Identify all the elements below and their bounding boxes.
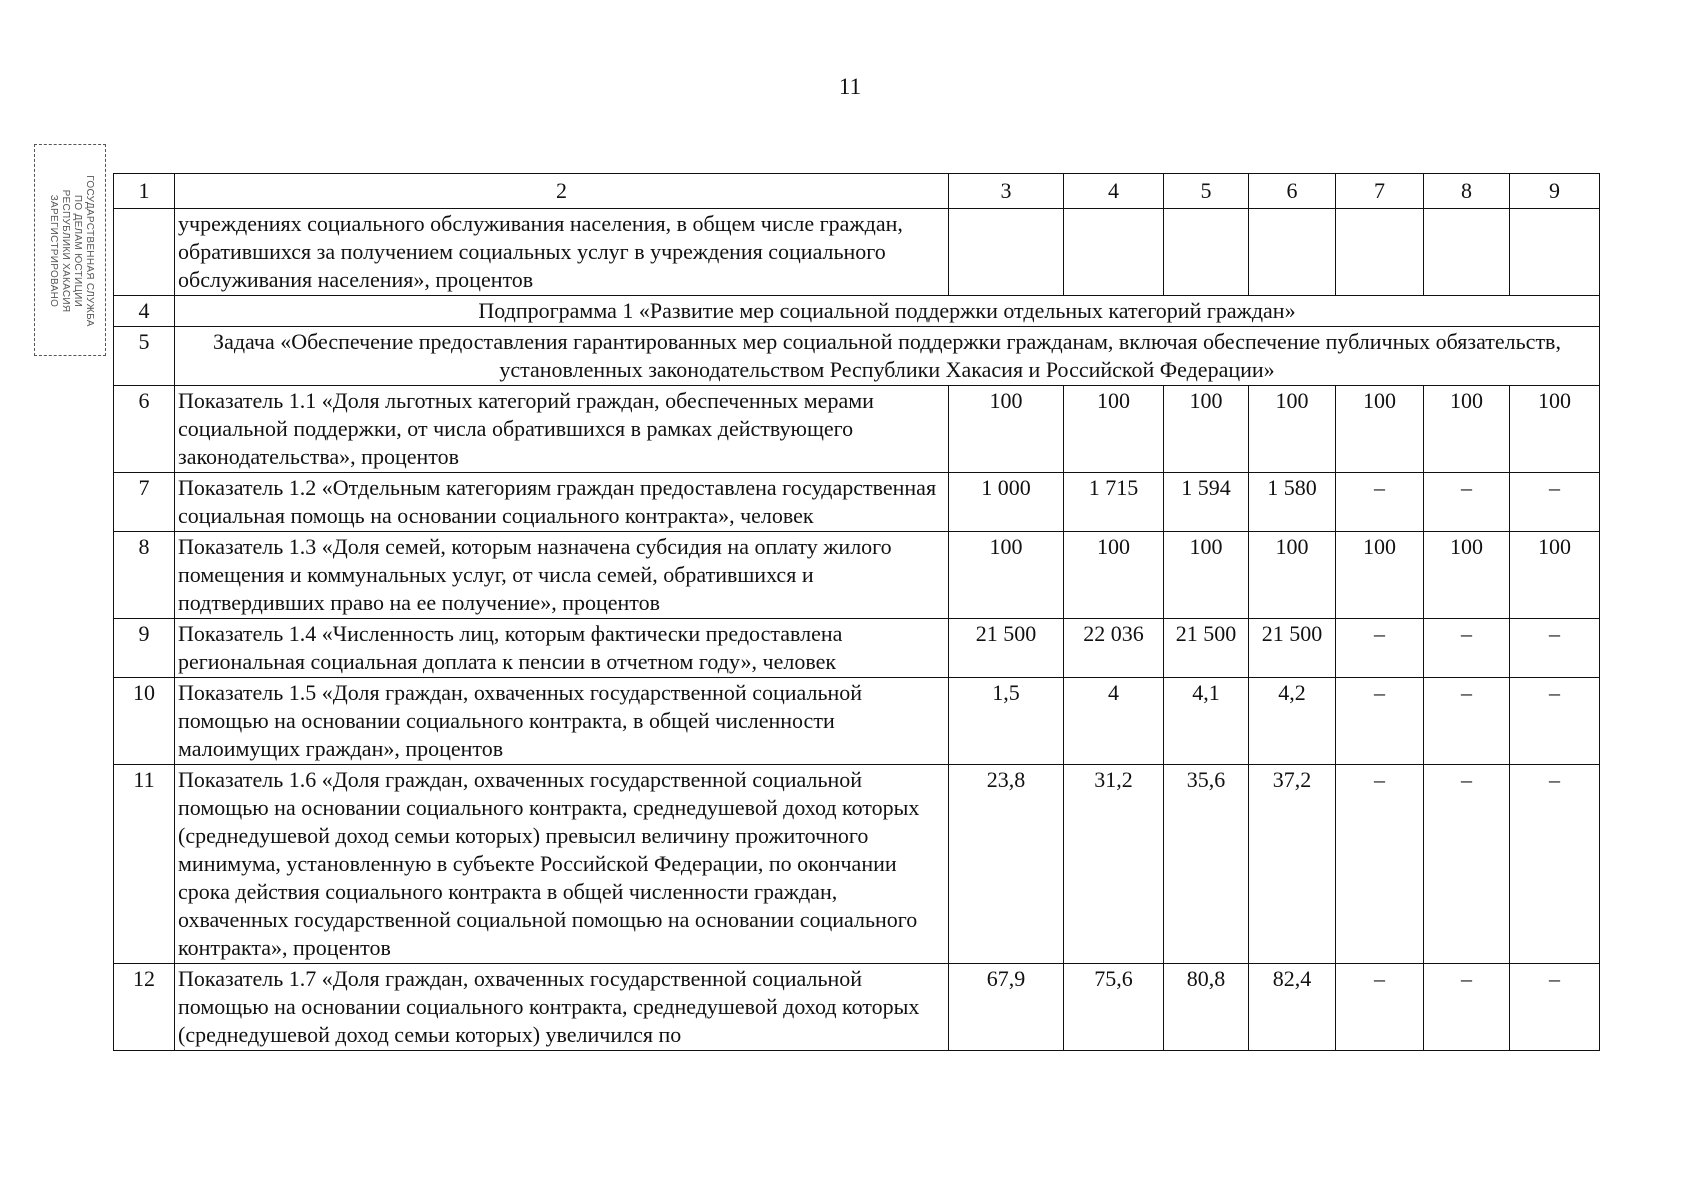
- indicator-description: Показатель 1.7 «Доля граждан, охваченных государственной социальной помощью на основании социального контракта, среднедушевой доход которых (среднедушевой доход семьи которых) увеличился по: [175, 964, 949, 1051]
- indicator-value: [1164, 209, 1249, 296]
- indicator-value: –: [1424, 964, 1510, 1051]
- indicator-value: –: [1424, 619, 1510, 678]
- indicator-value: 100: [1424, 386, 1510, 473]
- table-row: [114, 765, 1600, 964]
- table-row: [114, 296, 1600, 327]
- row-number: 12: [114, 964, 175, 1051]
- indicator-value: 4,2: [1249, 678, 1336, 765]
- table-row: [114, 386, 1600, 473]
- indicator-description: Показатель 1.2 «Отдельным категориям граждан предоставлена государственная социальная помощь на основании социального контракта», человек: [175, 473, 949, 532]
- indicator-value: 67,9: [949, 964, 1064, 1051]
- indicator-value: 82,4: [1249, 964, 1336, 1051]
- table-row: [114, 619, 1600, 678]
- indicator-value: 100: [1510, 386, 1600, 473]
- indicator-value: 75,6: [1064, 964, 1164, 1051]
- row-number: 4: [114, 296, 175, 327]
- indicator-value: 100: [1510, 532, 1600, 619]
- row-number: 11: [114, 765, 175, 964]
- indicator-value: 100: [1249, 386, 1336, 473]
- page-number: 11: [838, 74, 862, 99]
- indicator-value: –: [1510, 473, 1600, 532]
- indicator-value: –: [1510, 619, 1600, 678]
- indicator-value: 21 500: [949, 619, 1064, 678]
- indicator-value: –: [1336, 678, 1424, 765]
- indicator-value: –: [1510, 678, 1600, 765]
- indicator-value: –: [1510, 765, 1600, 964]
- indicator-value: 23,8: [949, 765, 1064, 964]
- indicator-value: [1424, 209, 1510, 296]
- indicator-value: 100: [949, 532, 1064, 619]
- table-row: [114, 964, 1600, 1051]
- indicator-description: учреждениях социального обслуживания населения, в общем числе граждан, обратившихся за получением социальных услуг в учреждения социального обслуживания населения», процентов: [175, 209, 949, 296]
- indicator-value: [1510, 209, 1600, 296]
- indicator-value: 100: [949, 386, 1064, 473]
- indicator-value: 100: [1064, 532, 1164, 619]
- indicators-table: [113, 173, 1600, 1051]
- indicator-value: 100: [1336, 386, 1424, 473]
- indicator-value: 22 036: [1064, 619, 1164, 678]
- column-header: 2: [175, 174, 949, 209]
- indicator-value: 31,2: [1064, 765, 1164, 964]
- indicator-value: –: [1510, 964, 1600, 1051]
- table-row: [114, 473, 1600, 532]
- indicator-value: 1 594: [1164, 473, 1249, 532]
- table-row: [114, 678, 1600, 765]
- indicator-value: 21 500: [1249, 619, 1336, 678]
- indicator-value: 1 580: [1249, 473, 1336, 532]
- table-row: [114, 532, 1600, 619]
- indicator-value: 1 000: [949, 473, 1064, 532]
- row-number: 10: [114, 678, 175, 765]
- row-number: 9: [114, 619, 175, 678]
- column-header: 9: [1510, 174, 1600, 209]
- column-header: 7: [1336, 174, 1424, 209]
- column-header: 1: [114, 174, 175, 209]
- table-row: [114, 209, 1600, 296]
- row-number: 7: [114, 473, 175, 532]
- indicator-value: 35,6: [1164, 765, 1249, 964]
- indicator-value: 100: [1424, 532, 1510, 619]
- column-header: 4: [1064, 174, 1164, 209]
- indicator-value: 1,5: [949, 678, 1064, 765]
- section-heading: Подпрограмма 1 «Развитие мер социальной поддержки отдельных категорий граждан»: [175, 296, 1600, 327]
- indicator-description: Показатель 1.5 «Доля граждан, охваченных государственной социальной помощью на основании социального контракта, в общей численности малоимущих граждан», процентов: [175, 678, 949, 765]
- indicator-value: 4,1: [1164, 678, 1249, 765]
- indicator-value: –: [1424, 473, 1510, 532]
- indicator-description: Показатель 1.6 «Доля граждан, охваченных государственной социальной помощью на основании социального контракта, среднедушевой доход которых (среднедушевой доход семьи которых) превысил величину прожиточного минимума, установленную в субъекте Российской Федерации, по окончании срока действия социального контракта в общей численности граждан, охваченных государственной социальной помощью на основании социального контракта», процентов: [175, 765, 949, 964]
- column-header: 6: [1249, 174, 1336, 209]
- indicator-value: –: [1336, 964, 1424, 1051]
- indicator-value: [1336, 209, 1424, 296]
- indicator-value: 100: [1164, 386, 1249, 473]
- indicator-value: 100: [1336, 532, 1424, 619]
- indicator-value: 1 715: [1064, 473, 1164, 532]
- indicator-value: –: [1424, 678, 1510, 765]
- row-number: 5: [114, 327, 175, 386]
- table-row: [114, 327, 1600, 386]
- indicator-value: 21 500: [1164, 619, 1249, 678]
- row-number: 8: [114, 532, 175, 619]
- indicator-value: –: [1336, 765, 1424, 964]
- row-number: 6: [114, 386, 175, 473]
- registration-stamp: [34, 144, 106, 356]
- indicator-value: 37,2: [1249, 765, 1336, 964]
- column-header: 3: [949, 174, 1064, 209]
- indicator-description: Показатель 1.3 «Доля семей, которым назначена субсидия на оплату жилого помещения и коммунальных услуг, от числа семей, обратившихся и подтвердивших право на ее получение», процентов: [175, 532, 949, 619]
- indicator-value: 80,8: [1164, 964, 1249, 1051]
- indicator-value: [1249, 209, 1336, 296]
- column-header: 8: [1424, 174, 1510, 209]
- indicator-value: –: [1336, 473, 1424, 532]
- indicator-value: 100: [1164, 532, 1249, 619]
- table-header-row: [114, 174, 1600, 209]
- column-header: 5: [1164, 174, 1249, 209]
- row-number: [114, 209, 175, 296]
- indicator-description: Показатель 1.1 «Доля льготных категорий граждан, обеспеченных мерами социальной поддержки, от числа обратившихся в рамках действующего законодательства», процентов: [175, 386, 949, 473]
- indicator-value: 4: [1064, 678, 1164, 765]
- indicator-description: Показатель 1.4 «Численность лиц, которым фактически предоставлена региональная социальная доплата к пенсии в отчетном году», человек: [175, 619, 949, 678]
- stamp-text: ГОСУДАРСТВЕННАЯ СЛУЖБА ПО ДЕЛАМ ЮСТИЦИИ РЕСПУБЛИКИ ХАКАСИЯ ЗАРЕГИСТРИРОВАНО: [48, 175, 95, 327]
- indicator-value: [949, 209, 1064, 296]
- indicator-value: –: [1424, 765, 1510, 964]
- indicator-value: 100: [1064, 386, 1164, 473]
- indicator-value: 100: [1249, 532, 1336, 619]
- indicator-value: [1064, 209, 1164, 296]
- indicator-value: –: [1336, 619, 1424, 678]
- section-heading: Задача «Обеспечение предоставления гарантированных мер социальной поддержки гражданам, включая обеспечение публичных обязательств, установленных законодательством Республики Хакасия и Российской Федерации»: [175, 327, 1600, 386]
